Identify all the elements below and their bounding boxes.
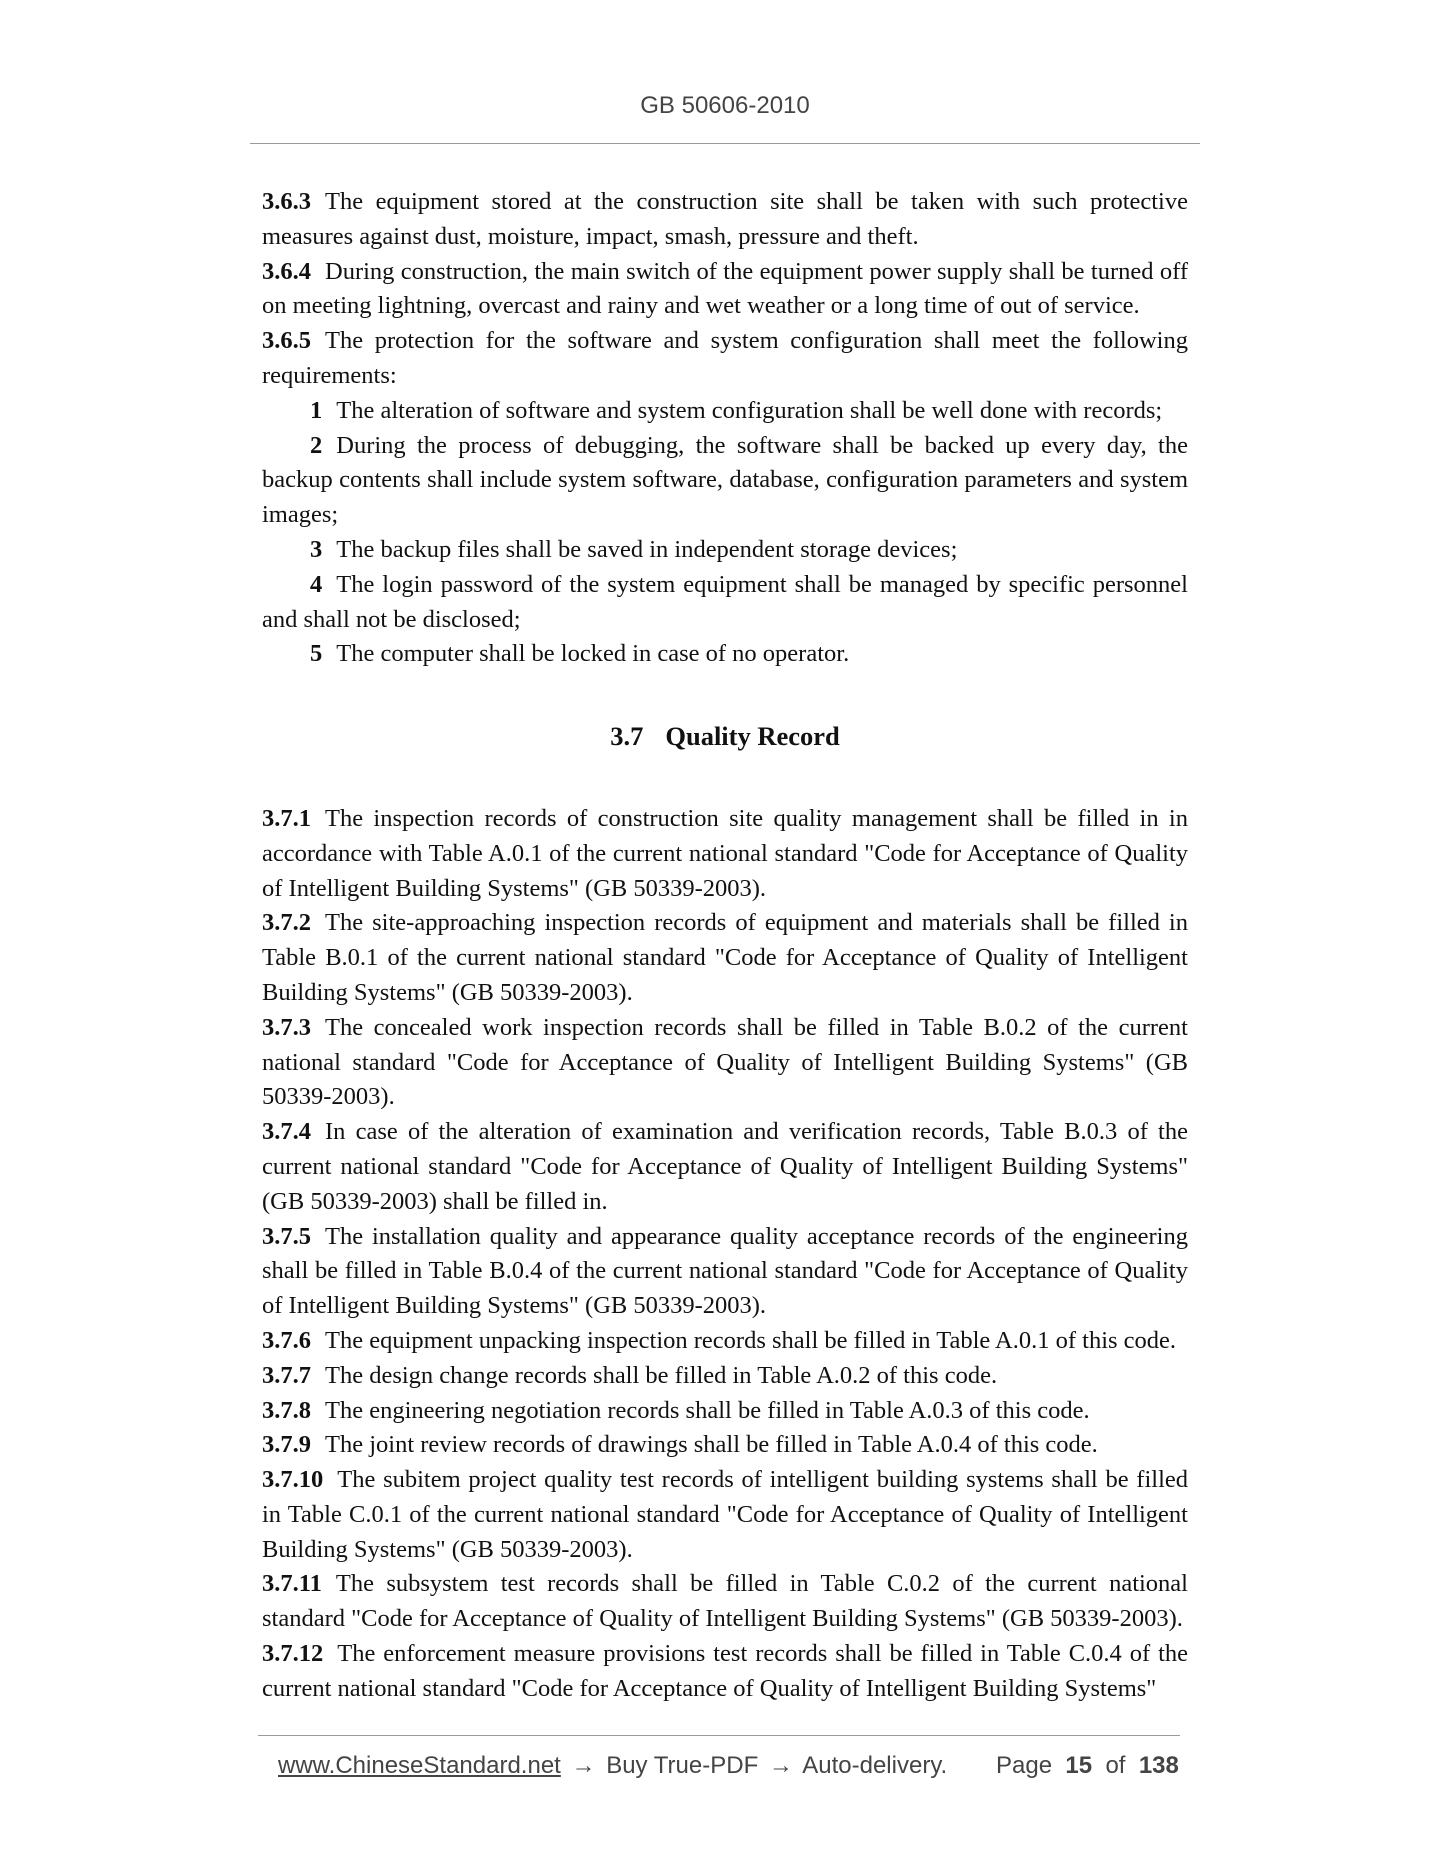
list-item <box>262 429 1188 533</box>
list-item-text: The computer shall be locked in case of no operator. <box>336 640 850 668</box>
clause-text: The subitem project quality test records of intelligent building systems shall be filled in Table C.0.1 of the current national standard "Code for Acceptance of Quality of Intelligent Building Systems" (GB 50339-2003). <box>262 1466 1188 1563</box>
page-label: Page <box>996 1752 1053 1779</box>
clause-text: The joint review records of drawings shall be filled in Table A.0.4 of this code. <box>325 1431 1098 1459</box>
clause-text: The site-approaching inspection records of equipment and materials shall be filled in Table B.0.1 of the current national standard "Code for Acceptance of Quality of Intelligent Building Systems" (GB 50339-2003). <box>262 909 1188 1006</box>
clause-number: 3.7.12 <box>262 1640 324 1668</box>
clause-3-7-10 <box>262 1463 1188 1567</box>
list-item-text: The backup files shall be saved in independent storage devices; <box>336 535 958 563</box>
section-heading-title: Quality Record <box>665 721 840 752</box>
list-item-number: 4 <box>310 570 323 598</box>
list-item <box>262 394 1188 429</box>
clause-number: 3.6.5 <box>262 327 311 355</box>
clause-number: 3.7.5 <box>262 1222 311 1250</box>
page-of: of <box>1105 1752 1126 1779</box>
clause-3-6-4 <box>262 255 1188 325</box>
arrow-right-icon: → <box>768 1752 793 1779</box>
list-item-number: 1 <box>310 396 323 424</box>
clause-number: 3.6.3 <box>262 188 311 215</box>
clause-text: The engineering negotiation records shall be filled in Table A.0.3 of this code. <box>325 1396 1090 1424</box>
clause-3-7-4 <box>262 1115 1188 1219</box>
header-divider <box>250 143 1200 144</box>
list-item-text: During the process of debugging, the software shall be backed up every day, the backup contents shall include system software, database, configuration parameters and system images; <box>262 431 1188 529</box>
clause-text: In case of the alteration of examination and verification records, Table B.0.3 of the current national standard "Code for Acceptance of Quality of Intelligent Building Systems" (GB 50339-2003) shall be filled in. <box>262 1118 1188 1215</box>
clause-number: 3.6.4 <box>262 257 311 285</box>
clause-text: The design change records shall be filled in Table A.0.2 of this code. <box>325 1361 998 1389</box>
section-heading-number: 3.7 <box>610 721 644 752</box>
clause-text: The enforcement measure provisions test records shall be filled in Table C.0.4 of the current national standard "Code for Acceptance of Quality of Intelligent Building Systems" <box>262 1640 1188 1702</box>
footer-divider <box>258 1735 1180 1736</box>
list-item-text: The login password of the system equipment shall be managed by specific personnel and shall not be disclosed; <box>262 570 1188 633</box>
running-header: GB 50606-2010 <box>640 92 810 119</box>
page-total: 138 <box>1138 1752 1179 1779</box>
clause-text: The installation quality and appearance quality acceptance records of the engineering shall be filled in Table B.0.4 of the current national standard "Code for Acceptance of Quality of Intelligent Building Systems" (GB 50339-2003). <box>262 1222 1188 1320</box>
clause-3-7-2 <box>262 906 1188 1010</box>
clause-number: 3.7.2 <box>262 909 311 937</box>
clause-text: The concealed work inspection records shall be filled in Table B.0.2 of the current national standard "Code for Acceptance of Quality of Intelligent Building Systems" (GB 50339-2003). <box>262 1013 1188 1111</box>
clause-3-7-5 <box>262 1220 1188 1324</box>
clause-text: The subsystem test records shall be filled in Table C.0.2 of the current national standard "Code for Acceptance of Quality of Intelligent Building Systems" (GB 50339-2003). <box>262 1570 1188 1633</box>
clause-text: The equipment stored at the construction site shall be taken with such protective measures against dust, moisture, impact, smash, pressure and theft. <box>262 188 1188 250</box>
clause-text: The equipment unpacking inspection records shall be filled in Table A.0.1 of this code. <box>325 1326 1177 1354</box>
clause-3-7-3 <box>262 1011 1188 1115</box>
page-body <box>262 185 1188 1707</box>
page-footer <box>278 1752 1178 1780</box>
website-link[interactable]: www.ChineseStandard.net <box>278 1752 561 1779</box>
clause-number: 3.7.10 <box>262 1466 324 1494</box>
clause-3-7-7 <box>262 1359 1188 1394</box>
clause-text: During construction, the main switch of the equipment power supply shall be turned off on meeting lightning, overcast and rainy and wet weather or a long time of out of service. <box>262 257 1188 320</box>
clause-3-6-3 <box>262 185 1188 255</box>
clause-number: 3.7.4 <box>262 1118 311 1146</box>
clause-text: The inspection records of construction site quality management shall be filled in in accordance with Table A.0.1 of the current national standard "Code for Acceptance of Quality of Intelligent Building Systems" (GB 50339-2003). <box>262 804 1188 902</box>
clause-3-6-5 <box>262 324 1188 394</box>
list-item-number: 3 <box>310 535 323 563</box>
list-item <box>262 568 1188 638</box>
clause-number: 3.7.8 <box>262 1396 311 1424</box>
section-heading <box>262 719 1188 754</box>
clause-number: 3.7.9 <box>262 1431 311 1459</box>
buy-pdf-text: Buy True-PDF <box>606 1752 759 1779</box>
clause-3-7-6 <box>262 1324 1188 1359</box>
clause-3-7-11 <box>262 1567 1188 1637</box>
clause-3-7-8 <box>262 1394 1188 1429</box>
clause-3-7-9 <box>262 1428 1188 1463</box>
clause-number: 3.7.6 <box>262 1326 311 1354</box>
list-item <box>262 637 1188 672</box>
clause-3-7-1 <box>262 802 1188 906</box>
clause-number: 3.7.11 <box>262 1570 322 1598</box>
clause-3-7-12 <box>262 1637 1188 1707</box>
clause-number: 3.7.1 <box>262 804 311 832</box>
list-item <box>262 533 1188 568</box>
page-current: 15 <box>1065 1752 1093 1779</box>
list-item-number: 2 <box>310 431 323 459</box>
arrow-right-icon: → <box>571 1752 596 1779</box>
list-item-number: 5 <box>310 640 323 668</box>
list-item-text: The alteration of software and system configuration shall be well done with records; <box>336 396 1163 424</box>
delivery-text: Auto-delivery. <box>802 1752 948 1779</box>
clause-number: 3.7.3 <box>262 1013 311 1041</box>
clause-text: The protection for the software and system configuration shall meet the following requirements: <box>262 327 1188 389</box>
page-indicator <box>996 1752 1179 1780</box>
clause-number: 3.7.7 <box>262 1361 311 1389</box>
